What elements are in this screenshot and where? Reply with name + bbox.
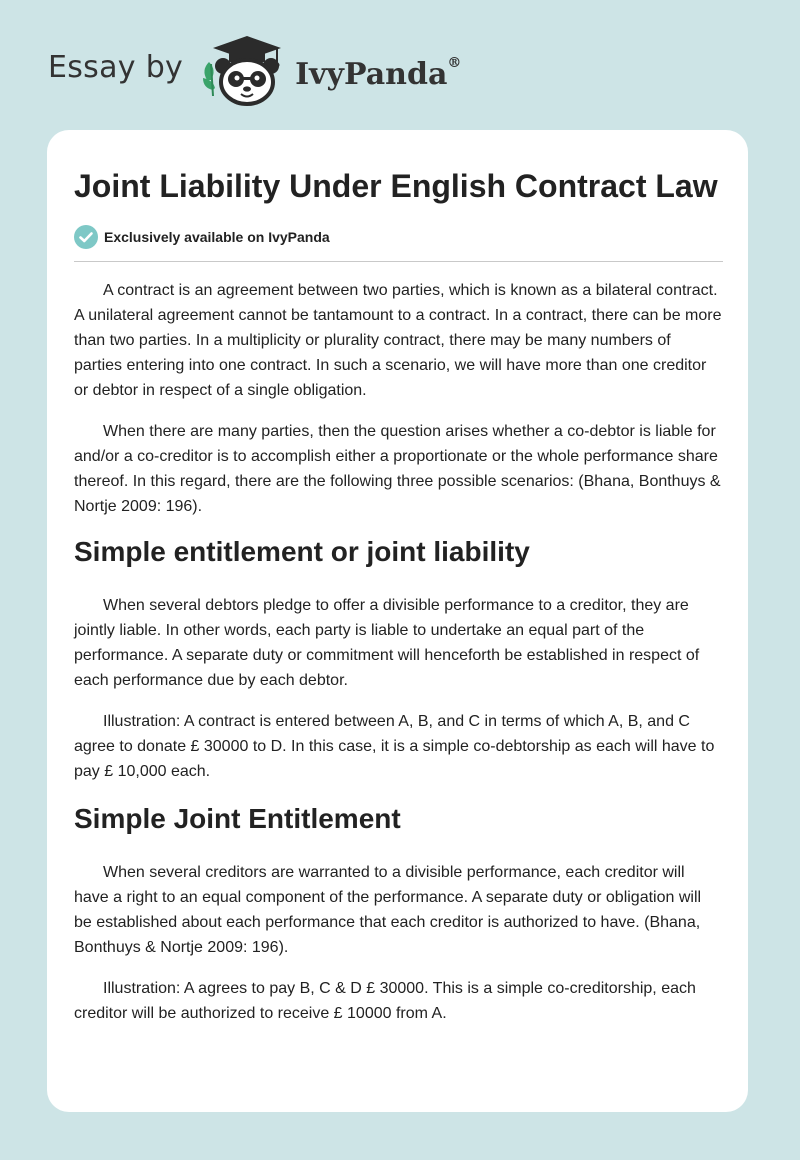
intro-paragraph: A contract is an agreement between two parties, which is known as a bilateral contract. A unilateral agreement cannot be tantamount to a contract. In a contract, there can be more than two parties. In a multiplicity or plurality contract, there may be many numbers of parties entering into one contract. In such a scenario, we will have more than one creditor or debtor in respect of a single obligation. <box>74 282 722 399</box>
ivypanda-logo-link[interactable] <box>199 34 461 110</box>
essay-by-label: Essay by <box>48 49 184 85</box>
registered-mark: ® <box>447 54 462 71</box>
essay-card <box>47 130 748 1112</box>
ivypanda-wordmark: IvyPanda® <box>295 54 462 92</box>
intro-paragraph: When there are many parties, then the question arises whether a co-debtor is liable for and/or a co-creditor is to accomplish either a proportionate or the whole performance share thereof. In this regard, there are the following three possible scenarios: (Bhana, Bonthuys & Nortje 2009: 196). <box>74 423 721 515</box>
section-heading: Simple entitlement or joint liability <box>74 536 530 567</box>
exclusive-label: Exclusively available on IvyPanda <box>104 229 330 245</box>
essay-content <box>74 166 723 1026</box>
title-divider <box>74 261 723 262</box>
section-paragraph: Illustration: A contract is entered between A, B, and C in terms of which A, B, and C agree to donate £ 30000 to D. In this case, it is a simple co-debtorship as each will have to pay £ 10,000 each. <box>74 713 715 780</box>
section-paragraph: When several debtors pledge to offer a divisible performance to a creditor, they are jointly liable. In other words, each party is liable to undertake an equal part of the performance. A separate duty or commitment will henceforth be established in respect of each performance due by each debtor. <box>74 597 700 689</box>
essay-title: Joint Liability Under English Contract Law <box>74 168 718 204</box>
check-circle-icon <box>74 225 98 249</box>
section-paragraph: Illustration: A agrees to pay B, C & D £ 30000. This is a simple co-creditorship, each creditor will be authorized to receive £ 10000 from A. <box>74 980 696 1022</box>
section-paragraph: When several creditors are warranted to a divisible performance, each creditor will have a right to an equal component of the performance. A separate duty or obligation will be established about each performance that each creditor is authorized to have. (Bhana, Bonthuys & Nortje 2009: 196). <box>74 864 702 956</box>
exclusive-badge <box>74 224 723 250</box>
section-heading: Simple Joint Entitlement <box>74 803 401 834</box>
site-header <box>48 34 461 110</box>
panda-graduate-icon <box>199 34 291 110</box>
